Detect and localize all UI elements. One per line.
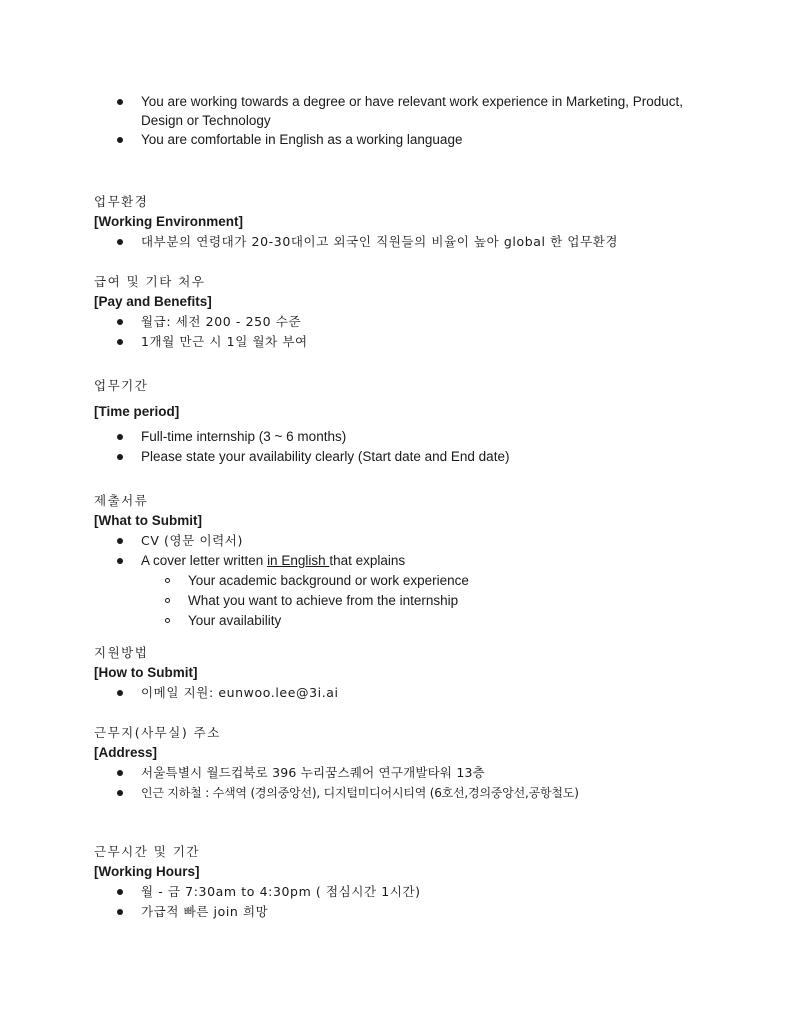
list-item <box>94 312 714 331</box>
section-title-korean: 업무환경 <box>94 194 149 209</box>
sublist-item-text: Your academic background or work experience <box>188 573 469 588</box>
intro-section <box>94 92 714 150</box>
sublist-item <box>94 591 714 610</box>
list-item <box>94 763 774 782</box>
list-item-text: 월 - 금 7:30am to 4:30pm ( 점심시간 1시간) <box>141 884 421 899</box>
env-list <box>94 232 714 251</box>
list-item <box>94 902 714 921</box>
list-item-text: 이메일 지원: eunwoo.lee@3i.ai <box>141 685 339 700</box>
bullet-icon <box>117 99 123 105</box>
intro-list <box>94 92 714 149</box>
bullet-icon <box>117 558 123 564</box>
section-title-english: [Time period] <box>94 404 180 419</box>
sublist-item <box>94 611 714 630</box>
what-to-submit-section <box>94 491 714 631</box>
list-item-text: You are comfortable in English as a working language <box>141 132 463 147</box>
list-item <box>94 92 714 130</box>
submit-list <box>94 531 714 570</box>
bullet-icon <box>117 538 123 544</box>
list-item <box>94 232 714 251</box>
list-item-text: 월급: 세전 200 - 250 수준 <box>141 314 302 329</box>
section-title-english: [What to Submit] <box>94 513 202 528</box>
bullet-icon <box>117 889 123 895</box>
section-title-korean: 제출서류 <box>94 493 149 508</box>
list-item-text: 대부분의 연령대가 20-30대이고 외국인 직원들의 비율이 높아 global 한 업무환경 <box>141 234 619 249</box>
section-title-english: [Address] <box>94 745 158 760</box>
bullet-icon <box>117 434 123 440</box>
list-item <box>94 427 714 446</box>
address-list <box>94 763 774 803</box>
bullet-icon <box>117 339 123 345</box>
bullet-icon <box>117 770 123 776</box>
list-item-text: Please state your availability clearly (Start date and End date) <box>141 449 510 464</box>
bullet-icon <box>117 319 123 325</box>
working-environment-section <box>94 192 714 252</box>
list-item <box>94 447 714 466</box>
time-period-section <box>94 376 714 467</box>
section-title-english: [How to Submit] <box>94 665 198 680</box>
hollow-bullet-icon <box>165 598 170 603</box>
how-list <box>94 683 714 702</box>
section-title-korean: 지원방법 <box>94 645 149 660</box>
period-list <box>94 427 714 466</box>
hours-list <box>94 882 714 921</box>
working-hours-section <box>94 842 714 922</box>
list-item <box>94 783 774 803</box>
list-item-text: CV (영문 이력서) <box>141 533 243 548</box>
section-title-korean: 업무기간 <box>94 378 149 393</box>
list-item-text: Full-time internship (3 ~ 6 months) <box>141 429 347 444</box>
list-item <box>94 551 714 570</box>
list-item-text: 서울특별시 월드컵북로 396 누리꿈스퀘어 연구개발타워 13층 <box>141 765 485 780</box>
bullet-icon <box>117 790 123 796</box>
pay-list <box>94 312 714 351</box>
list-item <box>94 882 714 901</box>
bullet-icon <box>117 690 123 696</box>
address-section <box>94 723 774 804</box>
list-item-text: 가급적 빠른 join 희망 <box>141 904 269 919</box>
list-item-text: A cover letter written <box>141 553 268 568</box>
how-to-submit-section <box>94 643 714 703</box>
list-item-text: You are working towards a degree or have relevant work experience in Marketing, Product, Design or Technology <box>141 94 684 128</box>
section-title-korean: 근무지(사무실) 주소 <box>94 725 221 740</box>
pay-benefits-section <box>94 272 714 352</box>
list-item-text: 1개월 만근 시 1일 월차 부여 <box>141 334 308 349</box>
section-title-korean: 근무시간 및 기간 <box>94 844 200 859</box>
hollow-bullet-icon <box>165 578 170 583</box>
section-title-korean: 급여 및 기타 처우 <box>94 274 206 289</box>
sublist-item-text: Your availability <box>188 613 282 628</box>
list-item <box>94 531 714 550</box>
list-item <box>94 130 714 149</box>
section-title-english: [Working Hours] <box>94 864 200 879</box>
underlined-text: in English <box>267 553 330 568</box>
list-item <box>94 332 714 351</box>
section-title-english: [Pay and Benefits] <box>94 294 212 309</box>
cover-letter-sublist <box>94 571 714 630</box>
bullet-icon <box>117 454 123 460</box>
list-item-text: 인근 지하철 : 수색역 (경의중앙선), 디지털미디어시티역 (6호선,경의중앙선,공항철도) <box>141 786 579 800</box>
section-title-english: [Working Environment] <box>94 214 244 229</box>
sublist-item-text: What you want to achieve from the internship <box>188 593 459 608</box>
list-item <box>94 683 714 702</box>
hollow-bullet-icon <box>165 618 170 623</box>
bullet-icon <box>117 909 123 915</box>
bullet-icon <box>117 137 123 143</box>
sublist-item <box>94 571 714 590</box>
list-item-text: that explains <box>329 553 406 568</box>
bullet-icon <box>117 239 123 245</box>
